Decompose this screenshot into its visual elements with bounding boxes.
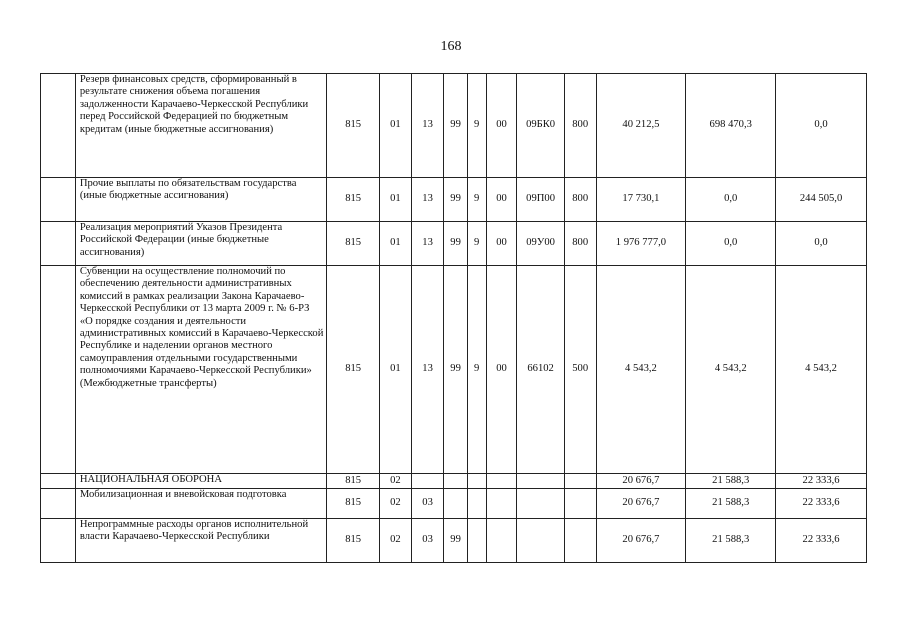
expense-name: Субвенции на осуществление полномочий по обеспечению деятельности административных комиссий в рамках реализации Закона Карачаево-Черкесской Республики от 13 марта 2009 г. № 6-РЗ «О порядке создания и деятельности административных комиссий в Карачаево-Черкесской Республике и наделении органов местного самоуправления отдельными государственными полномочиями Карачаево-Черкесской Республики» (Межбюджетные трансферты): [75, 266, 326, 474]
program-code: 99: [444, 178, 467, 222]
blank-cell: [41, 222, 76, 266]
expense-type-code: [564, 474, 596, 489]
table-row: [41, 519, 867, 563]
expense-type-code: [564, 489, 596, 519]
expense-name: Прочие выплаты по обязательствам государства (иные бюджетные ассигнования): [75, 178, 326, 222]
expense-name: Непрограммные расходы органов исполнительной власти Карачаево-Черкесской Республики: [75, 519, 326, 563]
section-code: 02: [380, 519, 412, 563]
sum-2020: 21 588,3: [686, 474, 776, 489]
table-row: [41, 74, 867, 178]
direction-code: 09БК0: [517, 74, 565, 178]
program-code: 99: [444, 266, 467, 474]
ministry-code: 815: [327, 222, 380, 266]
ministry-code: 815: [327, 74, 380, 178]
table-row: [41, 178, 867, 222]
ministry-code: 815: [327, 489, 380, 519]
subprogram-code: 9: [467, 178, 486, 222]
subprogram-code: [467, 474, 486, 489]
subsection-code: 13: [411, 74, 444, 178]
sum-2020: 4 543,2: [686, 266, 776, 474]
ministry-code: 815: [327, 266, 380, 474]
expense-type-code: 800: [564, 178, 596, 222]
subsection-code: 03: [411, 519, 444, 563]
sum-2020: 21 588,3: [686, 489, 776, 519]
direction-code: [517, 519, 565, 563]
sum-2021: 244 505,0: [776, 178, 867, 222]
sum-2019: 4 543,2: [596, 266, 686, 474]
expense-name: Реализация мероприятий Указов Президента Российской Федерации (иные бюджетные ассигнования): [75, 222, 326, 266]
direction-code: 09П00: [517, 178, 565, 222]
section-code: 01: [380, 74, 412, 178]
sum-2021: 22 333,6: [776, 519, 867, 563]
sum-2021: 22 333,6: [776, 474, 867, 489]
ministry-code: 815: [327, 474, 380, 489]
blank-cell: [41, 266, 76, 474]
sum-2021: 4 543,2: [776, 266, 867, 474]
sum-2021: 0,0: [776, 222, 867, 266]
blank-cell: [41, 74, 76, 178]
expense-type-code: 800: [564, 222, 596, 266]
table-row: [41, 474, 867, 489]
sum-2021: 0,0: [776, 74, 867, 178]
direction-code: [517, 489, 565, 519]
program-code: [444, 489, 467, 519]
expense-type-code: [564, 519, 596, 563]
program-code: 99: [444, 74, 467, 178]
blank-cell: [41, 489, 76, 519]
blank-cell: [41, 474, 76, 489]
direction-code: 66102: [517, 266, 565, 474]
program-code: 99: [444, 519, 467, 563]
subsection-code: 13: [411, 178, 444, 222]
budget-table: [40, 73, 867, 563]
event-code: 00: [486, 178, 517, 222]
event-code: 00: [486, 222, 517, 266]
event-code: [486, 489, 517, 519]
subsection-code: [411, 474, 444, 489]
subsection-code: 13: [411, 266, 444, 474]
program-code: [444, 474, 467, 489]
subprogram-code: 9: [467, 74, 486, 178]
sum-2021: 22 333,6: [776, 489, 867, 519]
sum-2019: 17 730,1: [596, 178, 686, 222]
subprogram-code: 9: [467, 222, 486, 266]
section-code: 02: [380, 474, 412, 489]
table-row: [41, 266, 867, 474]
expense-name: Резерв финансовых средств, сформированный в результате снижения объема погашения задолженности Карачаево-Черкесской Республики перед Российской Федерацией по бюджетным кредитам (иные бюджетные ассигнования): [75, 74, 326, 178]
ministry-code: 815: [327, 519, 380, 563]
sum-2020: 0,0: [686, 178, 776, 222]
event-code: 00: [486, 74, 517, 178]
sum-2019: 20 676,7: [596, 474, 686, 489]
sum-2020: 21 588,3: [686, 519, 776, 563]
sum-2019: 40 212,5: [596, 74, 686, 178]
program-code: 99: [444, 222, 467, 266]
ministry-code: 815: [327, 178, 380, 222]
blank-cell: [41, 519, 76, 563]
expense-name: НАЦИОНАЛЬНАЯ ОБОРОНА: [75, 474, 326, 489]
sum-2020: 0,0: [686, 222, 776, 266]
direction-code: [517, 474, 565, 489]
expense-type-code: 800: [564, 74, 596, 178]
section-code: 01: [380, 266, 412, 474]
sum-2019: 20 676,7: [596, 489, 686, 519]
expense-type-code: 500: [564, 266, 596, 474]
sum-2019: 20 676,7: [596, 519, 686, 563]
subprogram-code: 9: [467, 266, 486, 474]
section-code: 01: [380, 178, 412, 222]
section-code: 02: [380, 489, 412, 519]
section-code: 01: [380, 222, 412, 266]
subsection-code: 03: [411, 489, 444, 519]
expense-name: Мобилизационная и вневойсковая подготовка: [75, 489, 326, 519]
sum-2019: 1 976 777,0: [596, 222, 686, 266]
subprogram-code: [467, 519, 486, 563]
page-number: 168: [440, 39, 462, 54]
blank-cell: [41, 178, 76, 222]
table-row: [41, 489, 867, 519]
event-code: 00: [486, 266, 517, 474]
table-row: [41, 222, 867, 266]
subprogram-code: [467, 489, 486, 519]
direction-code: 09У00: [517, 222, 565, 266]
sum-2020: 698 470,3: [686, 74, 776, 178]
subsection-code: 13: [411, 222, 444, 266]
event-code: [486, 474, 517, 489]
event-code: [486, 519, 517, 563]
